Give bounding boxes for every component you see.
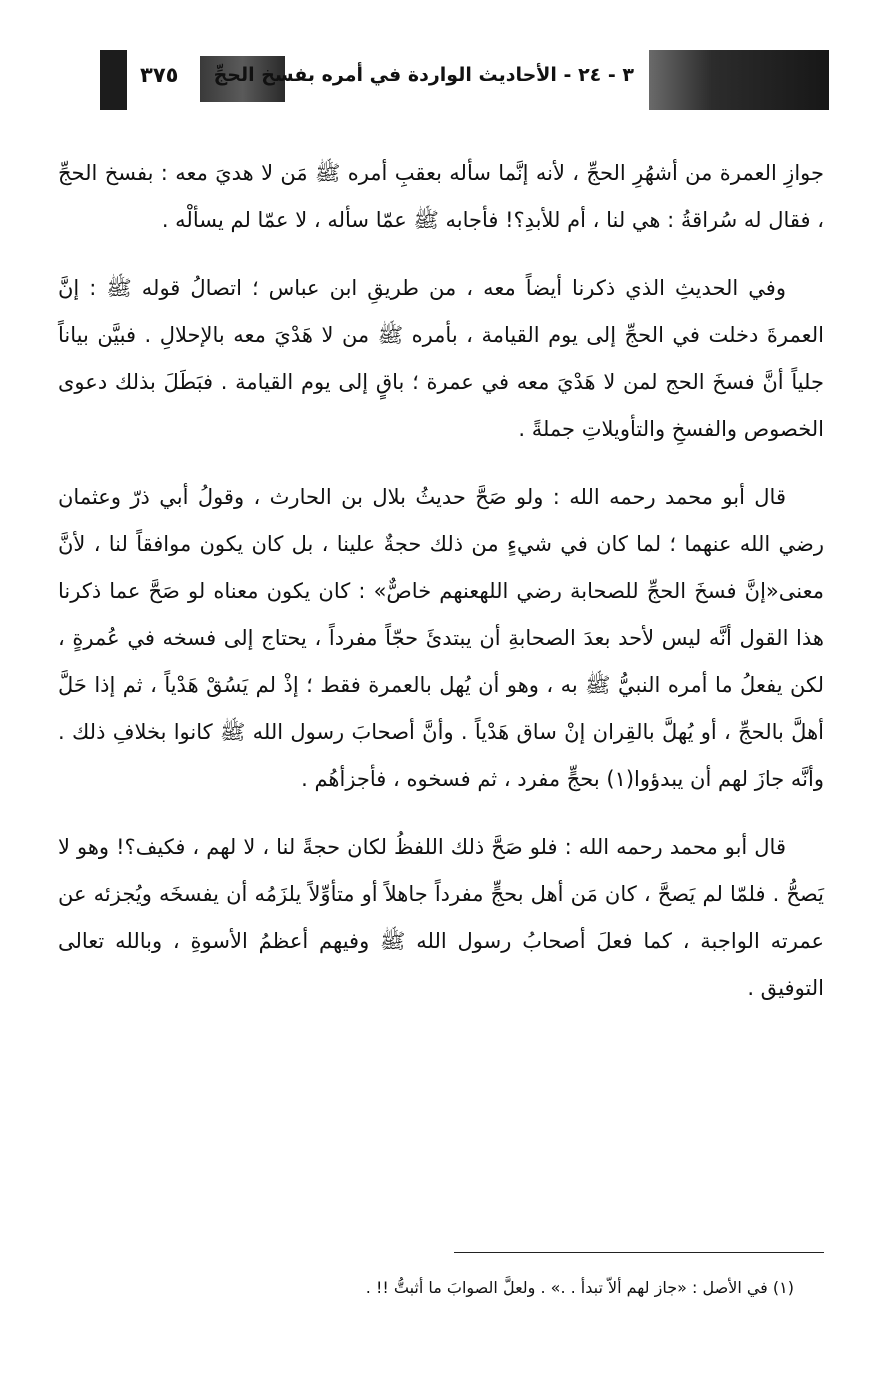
paragraph: قال أبو محمد رحمه الله : فلو صَحَّ ذلك اللفظُ لكان حجةً لنا ، لا لهم ، فكيف؟! وهو لا يَصحُّ . فلمّا لم يَصحَّ ، كان مَن أهل بحجٍّ مفرداً جاهلاً أو متأوِّلاً يلزَمُه أن يفسخَه ويُجزئه عن عمرته الواجبة ، كما فعلَ أصحابُ رسول الله ﷺ وفيهم أعظمُ الأسوةِ ، وبالله تعالى التوفيق . — [58, 835, 824, 1000]
paragraph: وفي الحديثِ الذي ذكرنا أيضاً معه ، من طريقِ ابن عباس ؛ اتصالُ قوله ﷺ : إنَّ العمرةَ دخلت في الحجِّ إلى يوم القيامة ، بأمره ﷺ من لا هَدْيَ معه بالإحلالِ . فبيَّن بياناً جلياً أنَّ فسخَ الحج لمن لا هَدْيَ معه في عمرة ؛ باقٍ إلى يوم القيامة . فبَطَلَ بذلك دعوى الخصوص والفسخِ والتأويلاتِ جملةً . — [58, 276, 824, 441]
paragraph: قال أبو محمد رحمه الله : ولو صَحَّ حديثُ بلال بن الحارث ، وقولُ أبي ذرّ وعثمان رضي الله عنهما ؛ لما كان في شيءٍ من ذلك حجةٌ علينا ، بل كان يكون موافقاً لنا ، لأنَّ معنى«إنَّ فسخَ الحجِّ للصحابة رضي اللهعنهم خاصٌّ» : كان يكون معناه لو صَحَّ عما ذكرنا هذا القول أنَّه ليس لأحد بعدَ الصحابةِ أن يبتدئَ حجّاً مفرداً ، يحتاج إلى فسخه في عُمرةٍ ، لكن يفعلُ ما أمره النبيُّ ﷺ به ، وهو أن يُهل بالعمرة فقط ؛ إذْ لم يَسُقْ هَدْياً ، ثم إذا حَلَّ أهلَّ بالحجِّ ، أو يُهلَّ بالقِران إنْ ساق هَدْياً . وأنَّ أصحابَ رسول الله ﷺ كانوا بخلافِ ذلك . وأنَّه جازَ لهم أن يبدؤوا(١) بحجٍّ مفرد ، ثم فسخوه ، فأجزأهُم . — [58, 485, 824, 791]
header-right-block — [649, 50, 829, 110]
running-title: ٣ - ٢٤ - الأحاديث الواردة في أمره بفسخ الحجِّ — [213, 64, 634, 86]
paragraph: جوازِ العمرة من أشهُرِ الحجِّ ، لأنه إنَّما سأله بعقبِ أمره ﷺ مَن لا هديَ معه : بفسخ الحجِّ ، فقال له سُراقةُ : هي لنا ، أم للأبدِ؟! فأجابه ﷺ عمّا سأله ، لا عمّا لم يسألْه . — [58, 161, 824, 232]
footnote: (١) في الأصل : «جاز لهم ألاّ تبدأ . .» . ولعلَّ الصوابَ ما أثبتُّ !! . — [365, 1278, 794, 1297]
page-header — [100, 50, 829, 110]
header-left-block — [100, 50, 127, 110]
footnote-divider — [454, 1252, 824, 1253]
page-number: ٣٧٥ — [140, 63, 179, 87]
main-text — [58, 150, 824, 1033]
